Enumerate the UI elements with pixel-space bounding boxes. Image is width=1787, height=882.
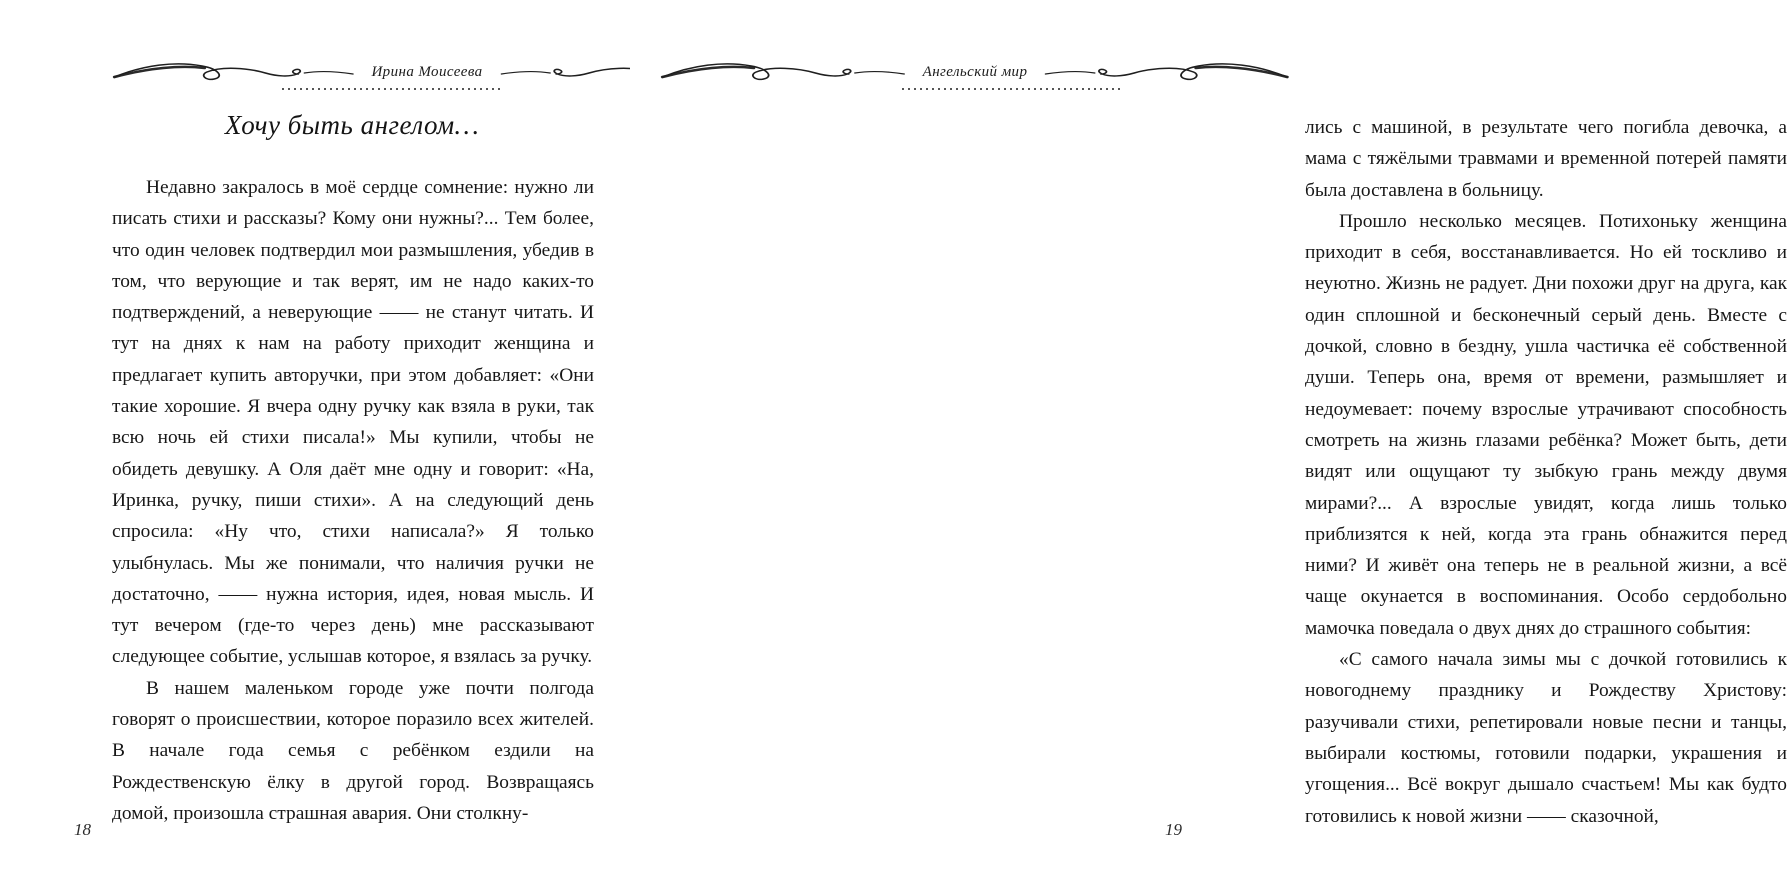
paragraph: Прошло несколько месяцев. Потихоньку женщина приходит в себя, восстанавливается. Но ей тоскливо и неуютно. Жизнь не радует. Дни похожи друг на друга, как один сплошной и бесконечный серый день. Вместе с дочкой, словно в бездну, ушла частичка её собственной души. Теперь она, время от времени, размышляет и недоумевает: почему взрослые утрачивают способность смотреть на жизнь глазами ребёнка? Может быть, дети видят или ощущают ту зыбкую грань между двумя мирами?... А взрослые увидят, когда лишь только приблизятся к ней, когда эта грань обнажится перед ними? И живёт она теперь не в реальной жизни, а всё чаще окунается в воспоминания. Особо сердобольно мамочка поведала о двух днях до страшного события: [1305,210,1787,639]
running-head-text: Ангельский мир [922,63,1028,80]
paragraph: «С самого начала зимы мы с дочкой готовились к новогоднему празднику и Рождеству Христову: разучивали стихи, репетировали новые песни и танцы, выбирали костюмы, готовили подарки, украшения и угощения... Всё вокруг дышало счастьем! Мы как будто готовились к новой жизни —— сказочной, [1305,649,1787,827]
dotted-rule-icon [280,86,500,90]
running-head-row [660,60,1290,84]
right-page-body [1305,112,1787,832]
right-page-running-head [630,60,1390,108]
chapter-title: Хочу быть ангелом… [224,110,480,140]
paragraph: Недавно закралось в моё сердце сомнение: нужно ли писать стихи и рассказы? Кому они нужны?... Тем более, что один человек подтвердил мои размышления, убедив в том, что верующие и так верят, им не надо каких-то подтверждений, а неверующие —— не станут читать. И тут на днях к нам на работу приходит женщина и предлагает купить авторучки, при этом добавляет: «Они такие хорошие. Я вчера одну ручку как взяла в руки, так всю ночь ей стихи писала!» Мы купили, чтобы не обидеть девушку. А Оля даёт мне одну и говорит: «На, Иринка, ручку, пиши стихи». А на следующий день спросила: «Ну что, стихи написала?» Я только улыбнулась. Мы же понимали, что наличия ручки не достаточно, —— нужна история, идея, новая мысль. И тут вечером (где-то через день) мне рассказывают следующее событие, услышав которое, я взялась за ручку. [112,177,594,668]
right-page [630,0,1787,882]
dotted-rule-icon [900,86,1120,90]
left-page [0,0,630,882]
flourish-swash-icon [112,59,355,85]
left-page-body [112,172,594,829]
paragraph: В нашем маленьком городе уже почти полгода говорят о происшествии, которое поразило всех жителей. В начале года семья с ребёнком ездили на Рождественскую ёлку в другой город. Возвращаясь домой, произошла страшная авария. Они столкну- [112,677,594,824]
flourish-swash-icon [660,59,907,85]
flourish-swash-icon [1043,59,1290,85]
page-number: 19 [1165,820,1182,839]
running-head-text: Ирина Моисеева [371,63,483,80]
paragraph: лись с машиной, в результате чего погибла девочка, а мама с тяжёлыми травмами и временной потерей памяти была доставлена в больницу. [1305,117,1787,201]
page-number: 18 [74,820,91,839]
